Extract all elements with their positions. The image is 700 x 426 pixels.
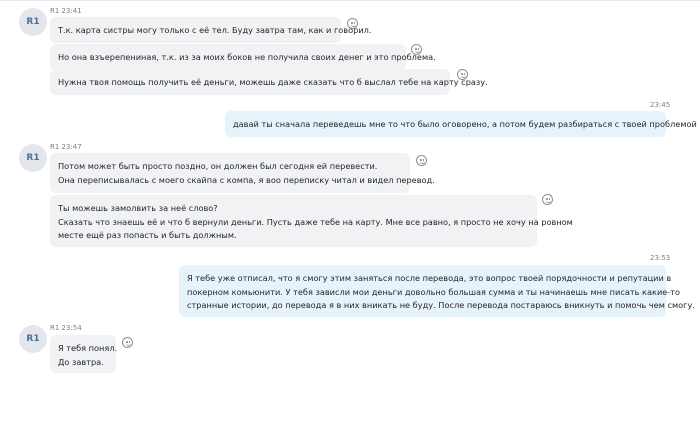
message-bubble-outgoing[interactable] (179, 265, 695, 317)
message-bubble-incoming[interactable] (50, 44, 436, 70)
avatar-initials: R1 (26, 153, 40, 163)
message-text-line: Ты можешь замолвить за неё слово? (58, 203, 218, 213)
message-bubble-incoming[interactable] (50, 69, 488, 95)
message-text-line: Я тебе уже отписал, что я смогу этим заняться после перевода, это вопрос твоей порядочности и репутации в (187, 273, 672, 283)
message-text: Т.к. карта систры могу только с её тел. Буду завтра там, как и говорил. (58, 25, 372, 35)
smiley-reaction-icon[interactable] (411, 44, 422, 55)
smiley-reaction-icon[interactable] (457, 69, 468, 80)
message-text: Нужна твоя помощь получить её деньги, можешь даже сказать что б выслал тебе на карту сразу. (58, 77, 488, 87)
message-text-line: Сказать что знаешь её и что б вернули деньги. Пусть даже тебе на карту. Мне все равно, я просто не хочу на ровном (58, 216, 573, 227)
message-text-line: Потом может быть просто поздно, он должен был сегодня ей перевести. (58, 161, 378, 171)
message-bubble-outgoing[interactable] (225, 111, 697, 137)
smiley-reaction-icon[interactable] (416, 155, 427, 166)
top-divider (0, 0, 700, 1)
message-timestamp: R1 23:54 (50, 324, 82, 332)
message-text-line: До завтра. (58, 356, 104, 367)
message-bubble-incoming[interactable] (50, 335, 116, 373)
message-text-line: месте ещё раз попасть и быть должным. (58, 230, 237, 240)
message-bubble-incoming[interactable] (50, 195, 573, 247)
message-text: давай ты сначала переведешь мне то что было оговорено, а потом будем разбираться с твоей проблемой (233, 119, 697, 129)
message-text-line: покерном комьюнити. У тебя зависли мои деньги довольно большая сумма и ты начинаешь мне писать какие-то (187, 286, 681, 297)
avatar-initials: R1 (26, 17, 40, 27)
smiley-reaction-icon[interactable] (347, 18, 358, 29)
message-timestamp: R1 23:47 (50, 143, 82, 151)
message-bubble-incoming[interactable] (50, 17, 372, 43)
smiley-reaction-icon[interactable] (122, 337, 133, 348)
avatar[interactable] (19, 325, 47, 353)
message-text-line: Я тебя понял. (58, 343, 118, 353)
message-timestamp: 23:45 (650, 101, 671, 109)
smiley-reaction-icon[interactable] (542, 194, 553, 205)
avatar-initials: R1 (26, 334, 40, 344)
avatar[interactable] (19, 8, 47, 36)
message-timestamp: R1 23:41 (50, 7, 82, 15)
message-text: Но она взъерепениная, т.к. из за моих боков не получила своих денег и это проблема. (58, 52, 436, 62)
message-text-line: Она переписывалась с моего скайпа с компа, я воо переписку читал и видел перевод. (58, 174, 435, 185)
message-timestamp: 23:53 (650, 254, 671, 262)
avatar[interactable] (19, 144, 47, 172)
message-bubble-incoming[interactable] (50, 153, 435, 193)
message-text-line: странные истории, до перевода я в них вникать не буду. После перевода постараюсь вникнуть и помочь чем смогу. (187, 300, 695, 310)
